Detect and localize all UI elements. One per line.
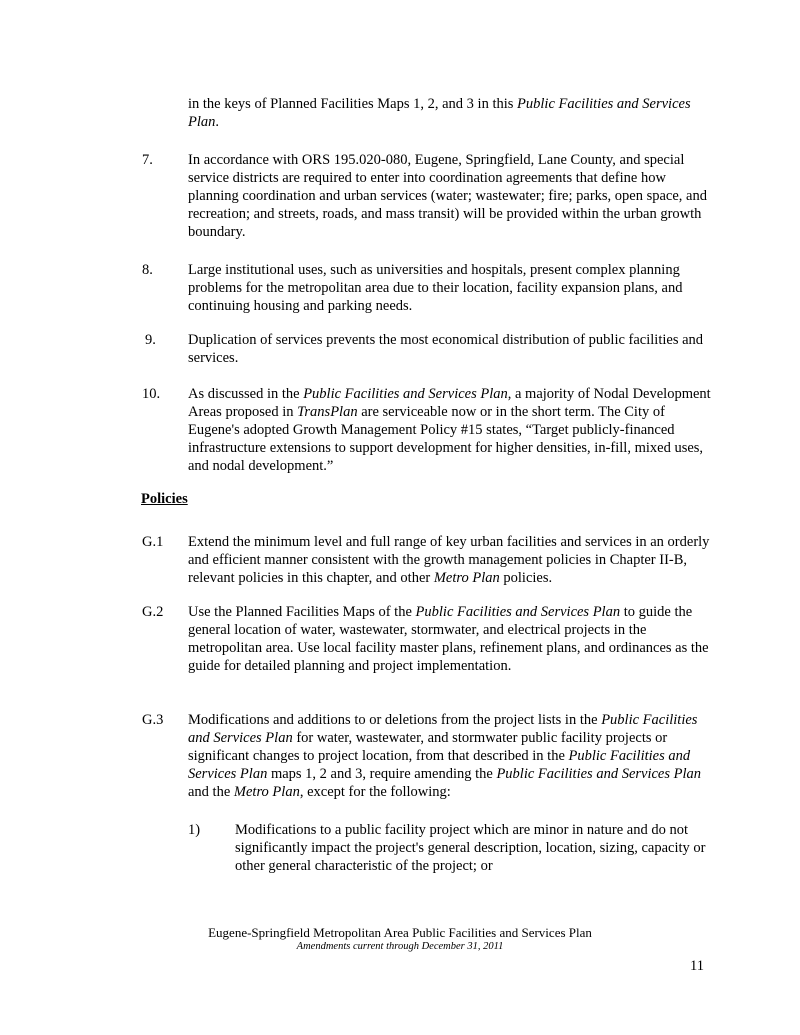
sub-item-1-number: 1) bbox=[188, 822, 201, 838]
finding-7-text: In accordance with ORS 195.020-080, Eugene, Springfield, Lane County, and special service districts are required to enter into coordination agreements that define how planning coordination and urban services (water; wastewater; fire; parks, open space, and recreation; and streets, roads, and mass transit) will be provided within the urban growth boundary. bbox=[188, 152, 707, 240]
page-number: 11 bbox=[690, 958, 704, 974]
finding-9-number: 9. bbox=[145, 332, 156, 348]
finding-10-text-c: are serviceable now or in the short term. The City of Eugene's adopted Growth Management Policy #15 states, “Target publicly-financed infrastructure extensions to support development for higher densities, in-fill, mixed uses, and nodal development.” bbox=[188, 404, 704, 474]
continuation-paragraph bbox=[188, 95, 718, 131]
finding-8-text: Large institutional uses, such as universities and hospitals, present complex planning problems for the metropolitan area due to their location, facility expansion plans, and continuing housing and parking needs. bbox=[188, 262, 683, 314]
policy-g2-text-b: to guide the general location of water, wastewater, stormwater, and electrical projects in the metropolitan area. Use local facility master plans, refinement plans, and ordinances as the guide for detailed planning and project implementation. bbox=[188, 604, 709, 674]
policy-g3-text bbox=[188, 711, 718, 801]
policy-g1-text-a: Extend the minimum level and full range of key urban facilities and services in an orderly and efficient manner consistent with the growth management policies in Chapter II-B, relevant policies in this chapter, and other bbox=[188, 534, 710, 586]
policy-g1-number: G.1 bbox=[142, 534, 164, 550]
finding-8-number: 8. bbox=[142, 262, 153, 278]
policy-g3-text-e: , except for the following: bbox=[299, 784, 451, 800]
finding-10-text-b: , a majority of Nodal Development Areas proposed in bbox=[188, 386, 711, 420]
policy-g1-text-b: policies. bbox=[499, 570, 553, 586]
policy-g3-italic-d: Metro Plan bbox=[233, 784, 300, 800]
policy-g3-italic-b: Public Facilities and Services Plan bbox=[188, 748, 691, 782]
continuation-italic: Public Facilities and Services Plan bbox=[188, 96, 691, 130]
continuation-text-end: . bbox=[215, 114, 220, 130]
policy-g1-italic-a: Metro Plan bbox=[433, 570, 500, 586]
continuation-text: in the keys of Planned Facilities Maps 1, 2, and 3 in this bbox=[188, 96, 518, 112]
policy-g3-text-b: for water, wastewater, and stormwater public facility projects or significant changes to project location, from that described in the bbox=[188, 730, 668, 764]
policy-g2-number: G.2 bbox=[142, 604, 164, 620]
policy-g3-text-d: and the bbox=[188, 784, 234, 800]
finding-9-text: Duplication of services prevents the most economical distribution of public facilities and services. bbox=[188, 332, 704, 366]
finding-10-number: 10. bbox=[142, 386, 161, 402]
policies-heading: Policies bbox=[141, 491, 188, 507]
sub-item-1-text: Modifications to a public facility project which are minor in nature and do not significantly impact the project's general description, location, sizing, capacity or other general characteristic of the project; or bbox=[235, 822, 706, 874]
policy-g3-number: G.3 bbox=[142, 712, 164, 728]
finding-10-text bbox=[188, 385, 718, 475]
policy-g1-text bbox=[188, 533, 718, 587]
finding-7-number: 7. bbox=[142, 152, 153, 168]
policy-g2-text-a: Use the Planned Facilities Maps of the bbox=[188, 604, 416, 620]
policy-g3-italic-c: Public Facilities and Services Plan bbox=[496, 766, 702, 782]
policy-g2-italic-a: Public Facilities and Services Plan bbox=[415, 604, 621, 620]
footer-subtitle: Amendments current through December 31, 2011 bbox=[296, 941, 504, 952]
policy-g3-text-c: maps 1, 2 and 3, require amending the bbox=[267, 766, 497, 782]
policy-g3-italic-a: Public Facilities and Services Plan bbox=[188, 712, 698, 746]
finding-10-italic-b: TransPlan bbox=[297, 404, 358, 420]
finding-10-italic-a: Public Facilities and Services Plan bbox=[303, 386, 508, 402]
policy-g2-text bbox=[188, 603, 718, 675]
policy-g3-text-a: Modifications and additions to or deletions from the project lists in the bbox=[188, 712, 602, 728]
footer-title: Eugene-Springfield Metropolitan Area Public Facilities and Services Plan bbox=[208, 925, 592, 940]
finding-10-text-a: As discussed in the bbox=[188, 386, 304, 402]
